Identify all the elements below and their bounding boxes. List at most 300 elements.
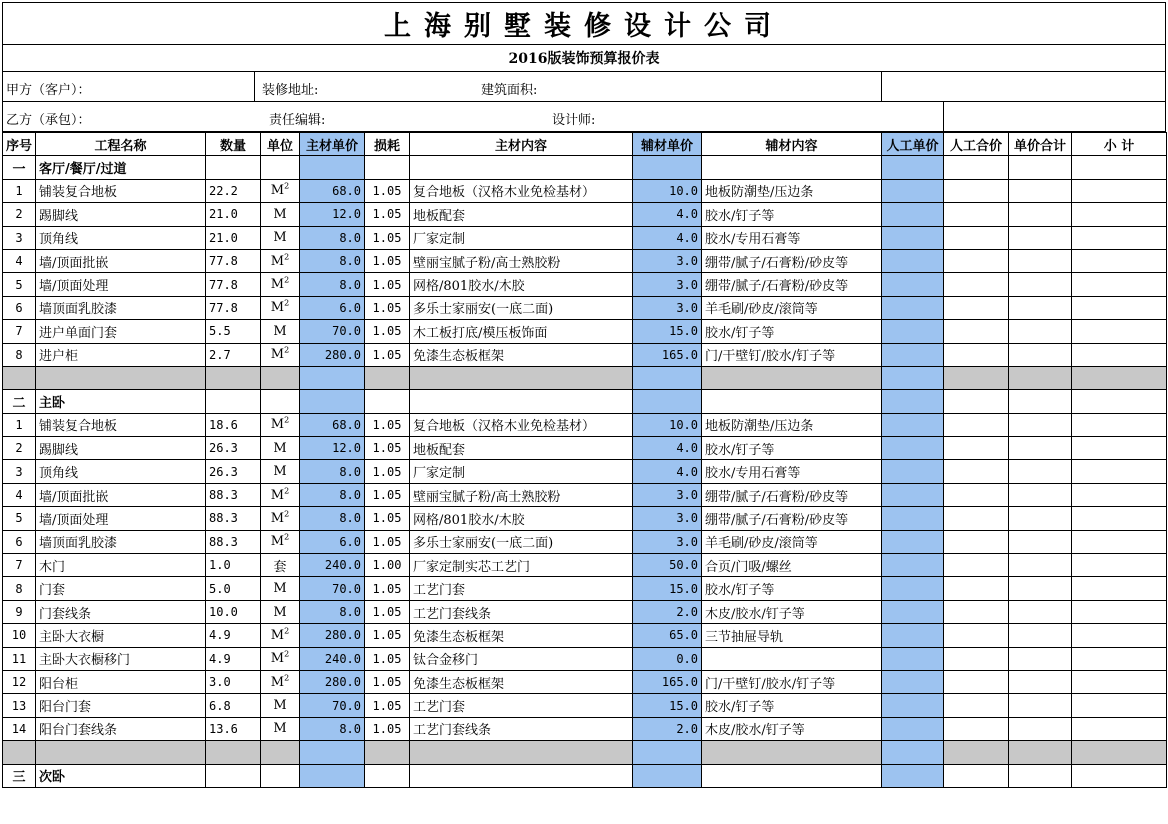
row-name: 阳台门套线条 [36,717,206,740]
row-main-price: 8.0 [300,249,365,272]
header-col-qty: 数量 [206,133,261,156]
row-qty: 21.0 [206,226,261,249]
party-b-label: 乙方（承包）： [6,113,91,128]
party-a-label: 甲方（客户）： [6,83,91,98]
row-no: 6 [3,530,36,553]
empty-cell [261,390,300,413]
row-qty: 2.7 [206,343,261,366]
table-header-row [3,133,1167,156]
header-col-aux-price: 辅材单价 [633,133,702,156]
empty-cell [365,741,410,764]
row-aux-content: 三节抽屉导轨 [702,624,882,647]
row-aux-content: 门/干壁钉/胶水/钉子等 [702,343,882,366]
row-qty: 4.9 [206,624,261,647]
empty-cell [944,226,1009,249]
empty-cell [702,390,882,413]
empty-cell [944,320,1009,343]
unit-cell: M [261,600,300,623]
row-no: 5 [3,507,36,530]
table-row [3,694,1167,717]
header-col-loss: 损耗 [365,133,410,156]
empty-cell [1072,717,1167,740]
row-aux-price: 165.0 [633,343,702,366]
row-aux-price: 50.0 [633,554,702,577]
unit-cell: $M^2$ [261,624,300,647]
header-col-labor-price: 人工单价 [882,133,944,156]
row-qty: 77.8 [206,296,261,319]
empty-cell [882,507,944,530]
row-aux-content: 绷带/腻子/石膏粉/砂皮等 [702,249,882,272]
row-no: 4 [3,249,36,272]
row-main-content: 工艺门套 [410,694,633,717]
row-aux-price: 3.0 [633,507,702,530]
row-no: 1 [3,413,36,436]
empty-cell [1072,437,1167,460]
empty-cell [882,554,944,577]
empty-cell [261,764,300,787]
row-loss: 1.05 [365,647,410,670]
empty-cell [633,764,702,787]
row-main-price: 8.0 [300,226,365,249]
row-aux-price: 65.0 [633,624,702,647]
row-main-content: 地板配套 [410,203,633,226]
row-aux-price: 4.0 [633,226,702,249]
empty-cell [1009,530,1072,553]
unit-cell: M [261,577,300,600]
row-name: 墙/顶面批嵌 [36,249,206,272]
row-qty: 77.8 [206,249,261,272]
empty-cell [944,647,1009,670]
row-aux-price: 0.0 [633,647,702,670]
row-loss: 1.05 [365,226,410,249]
table-row [3,717,1167,740]
empty-cell [882,390,944,413]
empty-cell [882,647,944,670]
row-main-content: 网格/801胶水/木胶 [410,273,633,296]
address-label: 装修地址: [262,83,319,98]
table-row [3,179,1167,202]
row-aux-content [702,647,882,670]
empty-cell [1072,320,1167,343]
table-row [3,437,1167,460]
row-name: 木门 [36,554,206,577]
row-no: 1 [3,179,36,202]
empty-cell [365,764,410,787]
row-name: 阳台柜 [36,670,206,693]
empty-cell [410,366,633,389]
empty-cell [1009,647,1072,670]
empty-cell [1009,437,1072,460]
empty-cell [882,179,944,202]
table-row [3,203,1167,226]
row-name: 门套 [36,577,206,600]
empty-cell [365,390,410,413]
row-main-price: 240.0 [300,647,365,670]
row-main-price: 8.0 [300,717,365,740]
empty-cell [882,249,944,272]
row-no: 3 [3,460,36,483]
empty-cell [1072,249,1167,272]
row-loss: 1.05 [365,437,410,460]
empty-cell [944,741,1009,764]
header-col-main-content: 主材内容 [410,133,633,156]
empty-cell [1072,507,1167,530]
table-row [3,647,1167,670]
empty-cell [1072,670,1167,693]
row-main-content: 木工板打底/模压板饰面 [410,320,633,343]
empty-cell [882,530,944,553]
empty-cell [1072,366,1167,389]
empty-cell [882,203,944,226]
row-name: 顶角线 [36,460,206,483]
row-loss: 1.05 [365,670,410,693]
designer-label: 设计师: [552,113,596,128]
row-aux-price: 10.0 [633,413,702,436]
row-loss: 1.05 [365,483,410,506]
unit-cell: $M^2$ [261,296,300,319]
unit-cell: M [261,320,300,343]
empty-cell [944,460,1009,483]
row-aux-content: 门/干壁钉/胶水/钉子等 [702,670,882,693]
row-qty: 88.3 [206,483,261,506]
empty-cell [1072,554,1167,577]
empty-cell [882,624,944,647]
row-main-content: 工艺门套线条 [410,600,633,623]
empty-cell [1072,273,1167,296]
empty-cell [1009,741,1072,764]
info-row-party-a [2,72,1166,102]
row-no: 4 [3,483,36,506]
empty-cell [1009,179,1072,202]
table-row [3,460,1167,483]
row-aux-price: 4.0 [633,203,702,226]
row-aux-content: 胶水/专用石膏等 [702,226,882,249]
table-row [3,413,1167,436]
row-qty: 26.3 [206,460,261,483]
unit-cell: $M^2$ [261,507,300,530]
row-main-content: 多乐士家丽安(一底二面) [410,296,633,319]
empty-cell [300,156,365,179]
row-no: 2 [3,437,36,460]
empty-cell [1072,179,1167,202]
row-name: 铺装复合地板 [36,179,206,202]
row-aux-content: 绷带/腻子/石膏粉/砂皮等 [702,507,882,530]
empty-cell [633,156,702,179]
row-main-content: 免漆生态板框架 [410,624,633,647]
quotation-table [2,132,1167,788]
row-qty: 5.0 [206,577,261,600]
empty-cell [633,390,702,413]
row-main-price: 12.0 [300,203,365,226]
empty-cell [365,156,410,179]
row-loss: 1.05 [365,694,410,717]
empty-cell [882,320,944,343]
row-qty: 13.6 [206,717,261,740]
row-loss: 1.05 [365,460,410,483]
unit-cell: $M^2$ [261,530,300,553]
row-main-content: 钛合金移门 [410,647,633,670]
row-main-content: 复合地板（汉格木业免检基材） [410,179,633,202]
empty-cell [1009,203,1072,226]
empty-cell [882,460,944,483]
editor-label: 责任编辑: [269,113,326,128]
empty-cell [882,483,944,506]
row-loss: 1.05 [365,717,410,740]
row-aux-price: 2.0 [633,717,702,740]
table-row [3,624,1167,647]
row-qty: 4.9 [206,647,261,670]
row-name: 进户柜 [36,343,206,366]
row-main-content: 厂家定制实芯工艺门 [410,554,633,577]
row-no: 8 [3,343,36,366]
row-loss: 1.05 [365,413,410,436]
empty-cell [944,694,1009,717]
row-loss: 1.05 [365,203,410,226]
empty-cell [1009,577,1072,600]
empty-cell [206,156,261,179]
row-qty: 10.0 [206,600,261,623]
section-name: 主卧 [36,390,206,413]
header-col-no: 序号 [3,133,36,156]
row-aux-content: 绷带/腻子/石膏粉/砂皮等 [702,273,882,296]
row-main-content: 壁丽宝腻子粉/高士熟胶粉 [410,483,633,506]
area-label: 建筑面积: [481,83,538,98]
empty-cell [944,483,1009,506]
empty-cell [1009,764,1072,787]
row-aux-content: 合页/门吸/螺丝 [702,554,882,577]
empty-cell [944,390,1009,413]
row-main-price: 280.0 [300,670,365,693]
row-loss: 1.05 [365,320,410,343]
empty-cell [882,343,944,366]
empty-cell [1009,296,1072,319]
row-no: 13 [3,694,36,717]
row-loss: 1.00 [365,554,410,577]
row-no: 12 [3,670,36,693]
row-name: 墙/顶面处理 [36,507,206,530]
row-name: 主卧大衣橱 [36,624,206,647]
empty-cell [882,413,944,436]
row-loss: 1.05 [365,273,410,296]
row-name: 墙顶面乳胶漆 [36,296,206,319]
row-name: 门套线条 [36,600,206,623]
empty-cell [882,694,944,717]
row-qty: 1.0 [206,554,261,577]
empty-cell [1009,717,1072,740]
row-no: 6 [3,296,36,319]
empty-cell [882,296,944,319]
section-no: 二 [3,390,36,413]
row-aux-content: 绷带/腻子/石膏粉/砂皮等 [702,483,882,506]
empty-cell [944,624,1009,647]
empty-cell [1072,694,1167,717]
empty-cell [882,156,944,179]
unit-cell: 套 [261,554,300,577]
row-main-price: 8.0 [300,460,365,483]
unit-cell: $M^2$ [261,273,300,296]
section-row [3,390,1167,413]
row-aux-price: 15.0 [633,694,702,717]
table-body [3,156,1167,788]
separator-row [3,741,1167,764]
row-aux-content: 羊毛刷/砂皮/滚筒等 [702,296,882,319]
empty-cell [944,296,1009,319]
empty-cell [882,437,944,460]
row-no: 14 [3,717,36,740]
sheet-subtitle: 2016版装饰预算报价表 [2,44,1166,72]
row-aux-content: 木皮/胶水/钉子等 [702,600,882,623]
empty-cell [1072,413,1167,436]
row-name: 踢脚线 [36,437,206,460]
row-main-content: 复合地板（汉格木业免检基材） [410,413,633,436]
empty-cell [944,203,1009,226]
row-name: 墙/顶面处理 [36,273,206,296]
empty-cell [300,390,365,413]
empty-cell [944,413,1009,436]
row-name: 墙/顶面批嵌 [36,483,206,506]
unit-cell: $M^2$ [261,670,300,693]
empty-cell [1009,226,1072,249]
empty-cell [882,366,944,389]
empty-cell [1009,507,1072,530]
section-no: 三 [3,764,36,787]
row-aux-content: 胶水/钉子等 [702,203,882,226]
empty-cell [944,577,1009,600]
table-row [3,343,1167,366]
empty-cell [1072,764,1167,787]
header-col-name: 工程名称 [36,133,206,156]
quotation-sheet [2,2,1166,788]
empty-cell [410,390,633,413]
table-row [3,554,1167,577]
row-loss: 1.05 [365,179,410,202]
empty-cell [1009,460,1072,483]
empty-cell [702,764,882,787]
row-aux-price: 3.0 [633,530,702,553]
empty-cell [261,156,300,179]
empty-cell [702,156,882,179]
header-col-unit: 单位 [261,133,300,156]
table-row [3,296,1167,319]
empty-cell [882,764,944,787]
unit-cell: M [261,226,300,249]
row-qty: 21.0 [206,203,261,226]
empty-cell [1072,156,1167,179]
separator-row [3,366,1167,389]
empty-cell [300,741,365,764]
empty-cell [300,366,365,389]
empty-cell [410,741,633,764]
empty-cell [944,507,1009,530]
empty-cell [1072,577,1167,600]
empty-cell [1009,600,1072,623]
row-aux-price: 3.0 [633,249,702,272]
row-no: 2 [3,203,36,226]
section-no: 一 [3,156,36,179]
empty-cell [1009,483,1072,506]
empty-cell [882,577,944,600]
row-aux-price: 165.0 [633,670,702,693]
row-loss: 1.05 [365,249,410,272]
row-aux-price: 2.0 [633,600,702,623]
table-row [3,530,1167,553]
empty-cell [1009,624,1072,647]
row-main-price: 12.0 [300,437,365,460]
row-main-price: 68.0 [300,413,365,436]
empty-cell [944,249,1009,272]
empty-cell [633,366,702,389]
empty-cell [1009,343,1072,366]
empty-cell [944,600,1009,623]
row-main-price: 8.0 [300,273,365,296]
empty-cell [1009,554,1072,577]
row-loss: 1.05 [365,530,410,553]
row-main-price: 68.0 [300,179,365,202]
row-no: 3 [3,226,36,249]
row-main-content: 多乐士家丽安(一底二面) [410,530,633,553]
table-row [3,670,1167,693]
row-loss: 1.05 [365,296,410,319]
row-main-content: 网格/801胶水/木胶 [410,507,633,530]
empty-cell [944,366,1009,389]
empty-cell [1009,320,1072,343]
empty-cell [1072,530,1167,553]
row-aux-content: 胶水/专用石膏等 [702,460,882,483]
table-row [3,483,1167,506]
empty-cell [1072,390,1167,413]
empty-cell [36,366,206,389]
row-aux-content: 胶水/钉子等 [702,320,882,343]
empty-cell [1072,203,1167,226]
row-aux-content: 木皮/胶水/钉子等 [702,717,882,740]
info-row-party-b [2,102,1166,132]
empty-cell [944,343,1009,366]
empty-cell [1072,741,1167,764]
empty-cell [3,741,36,764]
empty-cell [1009,156,1072,179]
row-qty: 26.3 [206,437,261,460]
empty-cell [944,717,1009,740]
empty-cell [1072,296,1167,319]
row-no: 5 [3,273,36,296]
empty-cell [206,741,261,764]
empty-cell [1009,413,1072,436]
empty-cell [882,600,944,623]
empty-cell [882,670,944,693]
empty-cell [1009,273,1072,296]
row-qty: 18.6 [206,413,261,436]
header-col-labor-total: 人工合价 [944,133,1009,156]
row-main-content: 免漆生态板框架 [410,343,633,366]
row-main-price: 6.0 [300,296,365,319]
table-row [3,249,1167,272]
unit-cell: $M^2$ [261,413,300,436]
row-aux-price: 3.0 [633,296,702,319]
empty-cell [206,390,261,413]
row-main-price: 70.0 [300,577,365,600]
row-main-content: 地板配套 [410,437,633,460]
header-col-aux-content: 辅材内容 [702,133,882,156]
row-aux-price: 15.0 [633,320,702,343]
row-name: 进户单面门套 [36,320,206,343]
row-name: 顶角线 [36,226,206,249]
empty-cell [944,156,1009,179]
empty-cell [944,764,1009,787]
empty-cell [1072,483,1167,506]
row-loss: 1.05 [365,624,410,647]
row-qty: 88.3 [206,507,261,530]
section-name: 次卧 [36,764,206,787]
